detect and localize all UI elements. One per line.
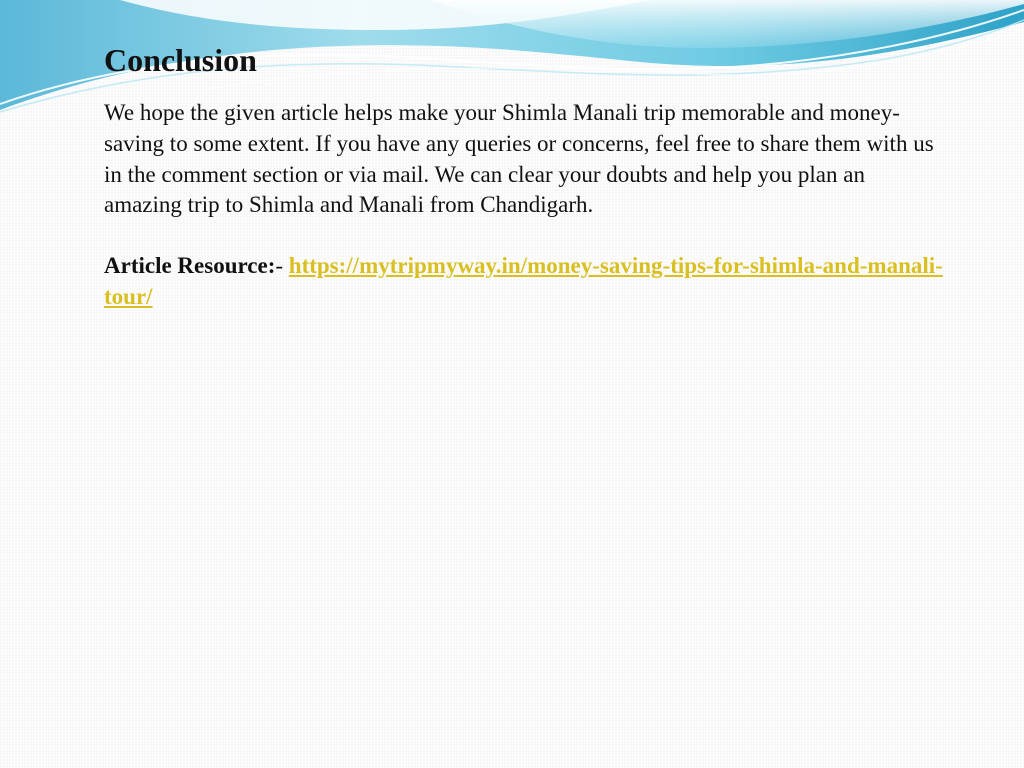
slide-title: Conclusion [104,42,257,78]
resource-link[interactable]: https://mytripmyway.in/money-saving-tips-for-shimla-and-manali-tour/ [104,253,943,309]
conclusion-paragraph: We hope the given article helps make your Shimla Manali trip memorable and money-saving to some extent. If you have any queries or concerns, feel free to share them with us in the comment section or via mail. We can clear your doubts and help you plan an amazing trip to Shimla and Manali from Chandigarh. [104,100,934,218]
resource-separator: - [275,253,289,279]
article-resource [104,251,944,313]
resource-label: Article Resource: [104,253,276,279]
slide-content [104,38,944,313]
